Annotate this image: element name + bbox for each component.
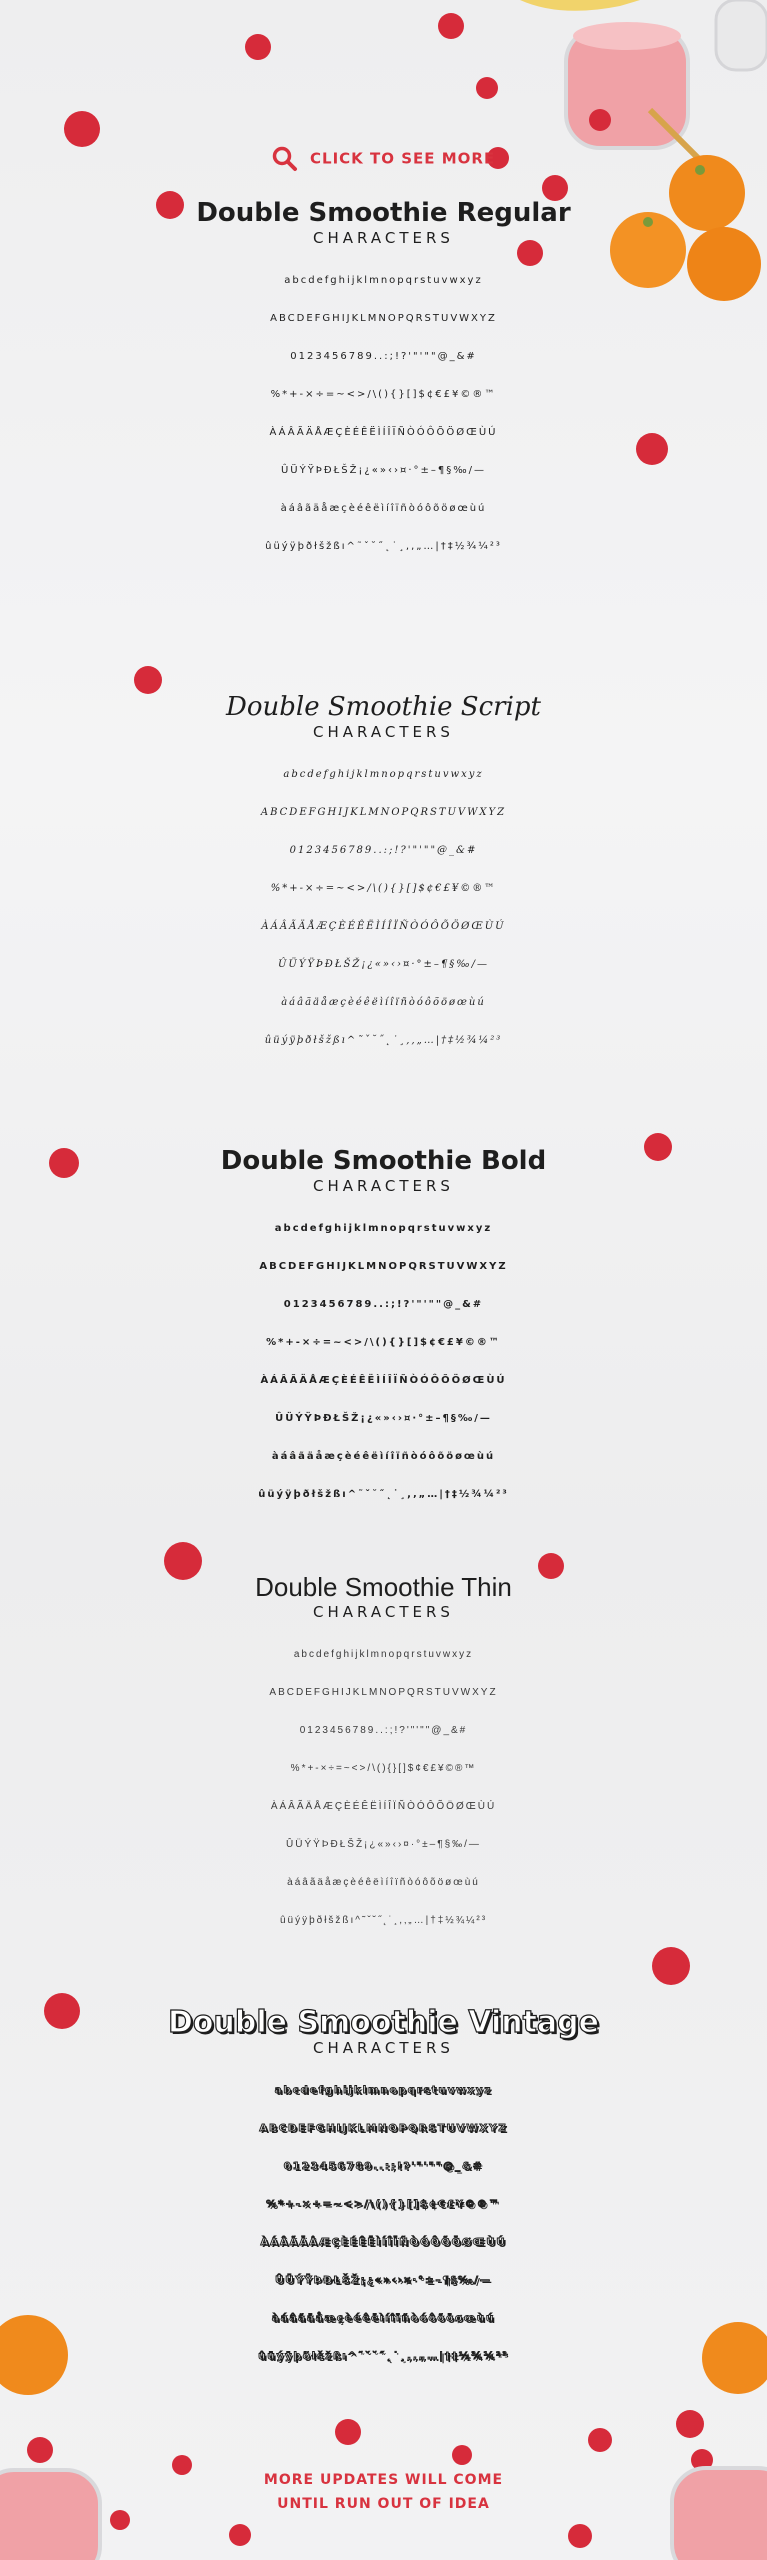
section-subtitle: CHARACTERS bbox=[313, 1603, 454, 1621]
section-subtitle: CHARACTERS bbox=[313, 2039, 454, 2057]
character-rows bbox=[0, 262, 767, 566]
character-row: 0123456789..:;!?'"'""@_&# bbox=[283, 2161, 484, 2172]
section-bold bbox=[0, 1144, 767, 1514]
character-row: ÀÁÂÃÄÅÆÇÈÉÊËÌÍÎÏÑÒÓÔÕÖØŒÙÚ bbox=[260, 2237, 507, 2248]
character-row: %*+-×÷=~<>/\(){}[]$¢€£¥©®™ bbox=[270, 883, 497, 894]
section-thin bbox=[0, 1570, 767, 1940]
character-row: ABCDEFGHIJKLMNOPQRSTUVWXYZ bbox=[269, 1687, 498, 1698]
character-row: ÛÜÝŸÞÐŁŠŽ¡¿«»‹›¤·°±–¶§‰/— bbox=[286, 1839, 481, 1850]
section-title: Double Smoothie Thin bbox=[255, 1572, 512, 1602]
character-row: ÛÜÝŸÞÐŁŠŽ¡¿«»‹›¤·°±–¶§‰/— bbox=[280, 465, 487, 476]
character-row: ABCDEFGHIJKLMNOPQRSTUVWXYZ bbox=[259, 1261, 508, 1272]
character-row: ABCDEFGHIJKLMNOPQRSTUVWXYZ bbox=[270, 313, 497, 324]
updates-note-line: MORE UPDATES WILL COME bbox=[263, 2472, 504, 2488]
character-row: ABCDEFGHIJKLMNOPQRSTUVWXYZ bbox=[259, 2123, 508, 2134]
character-row: ûüýÿþðłšžßı^˜ˇ˘˝˛˙¸,‚„…|†‡½¾¼²³ bbox=[258, 2351, 509, 2362]
character-row: ÀÁÂÃÄÅÆÇÈÉÊËÌÍÎÏÑÒÓÔÕÖØŒÙÚ bbox=[260, 1375, 507, 1386]
character-row: ÛÜÝŸÞÐŁŠŽ¡¿«»‹›¤·°±–¶§‰/— bbox=[275, 1413, 492, 1424]
character-row: àáâãäåæçèéêëìíîïñòóôõöøœùú bbox=[271, 1451, 496, 1462]
character-row: ABCDEFGHIJKLMNOPQRSTUVWXYZ bbox=[260, 807, 507, 818]
section-title: Double Smoothie Vintage bbox=[167, 2005, 599, 2040]
character-row: ÀÁÂÃÄÅÆÇÈÉÊËÌÍÎÏÑÒÓÔÕÖØŒÙÚ bbox=[270, 1801, 497, 1812]
section-subtitle: CHARACTERS bbox=[313, 723, 454, 741]
section-title: Double Smoothie Regular bbox=[196, 198, 571, 228]
character-row: ÀÁÂÃÄÅÆÇÈÉÊËÌÍÎÏÑÒÓÔÕÖØŒÙÚ bbox=[261, 921, 506, 932]
character-row: 0123456789..:;!?'"'""@_&# bbox=[283, 1299, 484, 1310]
click-to-see-more-link[interactable] bbox=[0, 146, 767, 172]
character-row: ûüýÿþðłšžßı^˜ˇ˘˝˛˙¸,‚„…|†‡½¾¼²³ bbox=[258, 1489, 509, 1500]
section-subtitle: CHARACTERS bbox=[313, 229, 454, 247]
character-row: 0123456789..:;!?'"'""@_&# bbox=[290, 351, 477, 362]
character-row: ûüýÿþðłšžßı^˜ˇ˘˝˛˙¸,‚„…|†‡½¾¼²³ bbox=[264, 1035, 503, 1046]
character-row: ÛÜÝŸÞÐŁŠŽ¡¿«»‹›¤·°±–¶§‰/— bbox=[277, 959, 490, 970]
section-subtitle: CHARACTERS bbox=[313, 1177, 454, 1195]
updates-note bbox=[0, 2468, 767, 2516]
character-row: àáâãäåæçèéêëìíîïñòóôõöøœùú bbox=[281, 997, 486, 1008]
character-row: 0123456789..:;!?'"'""@_&# bbox=[289, 845, 478, 856]
character-row: ÀÁÂÃÄÅÆÇÈÉÊËÌÍÎÏÑÒÓÔÕÖØŒÙÚ bbox=[269, 427, 498, 438]
magnifier-icon bbox=[272, 146, 298, 172]
character-row: %*+-×÷=~<>/\(){}[]$¢€£¥©®™ bbox=[266, 1337, 501, 1348]
section-script bbox=[0, 690, 767, 1060]
character-row: %*+-×÷=~<>/\(){}[]$¢€£¥©®™ bbox=[266, 2199, 501, 2210]
character-rows bbox=[0, 1636, 767, 1940]
section-title: Double Smoothie Script bbox=[226, 692, 541, 722]
character-row: àáâãäåæçèéêëìíîïñòóôõöøœùú bbox=[280, 503, 487, 514]
character-row: 0123456789..:;!?'"'""@_&# bbox=[299, 1725, 468, 1736]
character-row: ûüýÿþðłšžßı^˜ˇ˘˝˛˙¸,‚„…|†‡½¾¼²³ bbox=[279, 1915, 488, 1926]
character-row: àáâãäåæçèéêëìíîïñòóôõöøœùú bbox=[287, 1877, 480, 1888]
character-rows bbox=[0, 2072, 767, 2376]
character-row: ÛÜÝŸÞÐŁŠŽ¡¿«»‹›¤·°±–¶§‰/— bbox=[275, 2275, 492, 2286]
character-rows bbox=[0, 756, 767, 1060]
character-row: abcdefghijklmnopqrstuvwxyz bbox=[293, 1649, 474, 1660]
character-row: abcdefghijklmnopqrstuvwxyz bbox=[283, 769, 484, 780]
character-row: abcdefghijklmnopqrstuvwxyz bbox=[284, 275, 483, 286]
character-row: %*+-×÷=~<>/\(){}[]$¢€£¥©®™ bbox=[290, 1763, 477, 1774]
section-vintage bbox=[0, 2006, 767, 2376]
character-row: àáâãäåæçèéêëìíîïñòóôõöøœùú bbox=[271, 2313, 496, 2324]
section-title: Double Smoothie Bold bbox=[220, 1146, 547, 1176]
character-rows bbox=[0, 1210, 767, 1514]
character-row: ûüýÿþðłšžßı^˜ˇ˘˝˛˙¸,‚„…|†‡½¾¼²³ bbox=[265, 541, 502, 552]
character-row: abcdefghijklmnopqrstuvwxyz bbox=[274, 2085, 493, 2096]
character-row: %*+-×÷=~<>/\(){}[]$¢€£¥©®™ bbox=[270, 389, 497, 400]
character-row: abcdefghijklmnopqrstuvwxyz bbox=[274, 1223, 493, 1234]
click-to-see-more-label: CLICK TO SEE MORE bbox=[310, 149, 496, 168]
updates-note-line: UNTIL RUN OUT OF IDEA bbox=[277, 2496, 490, 2512]
section-regular bbox=[0, 196, 767, 566]
